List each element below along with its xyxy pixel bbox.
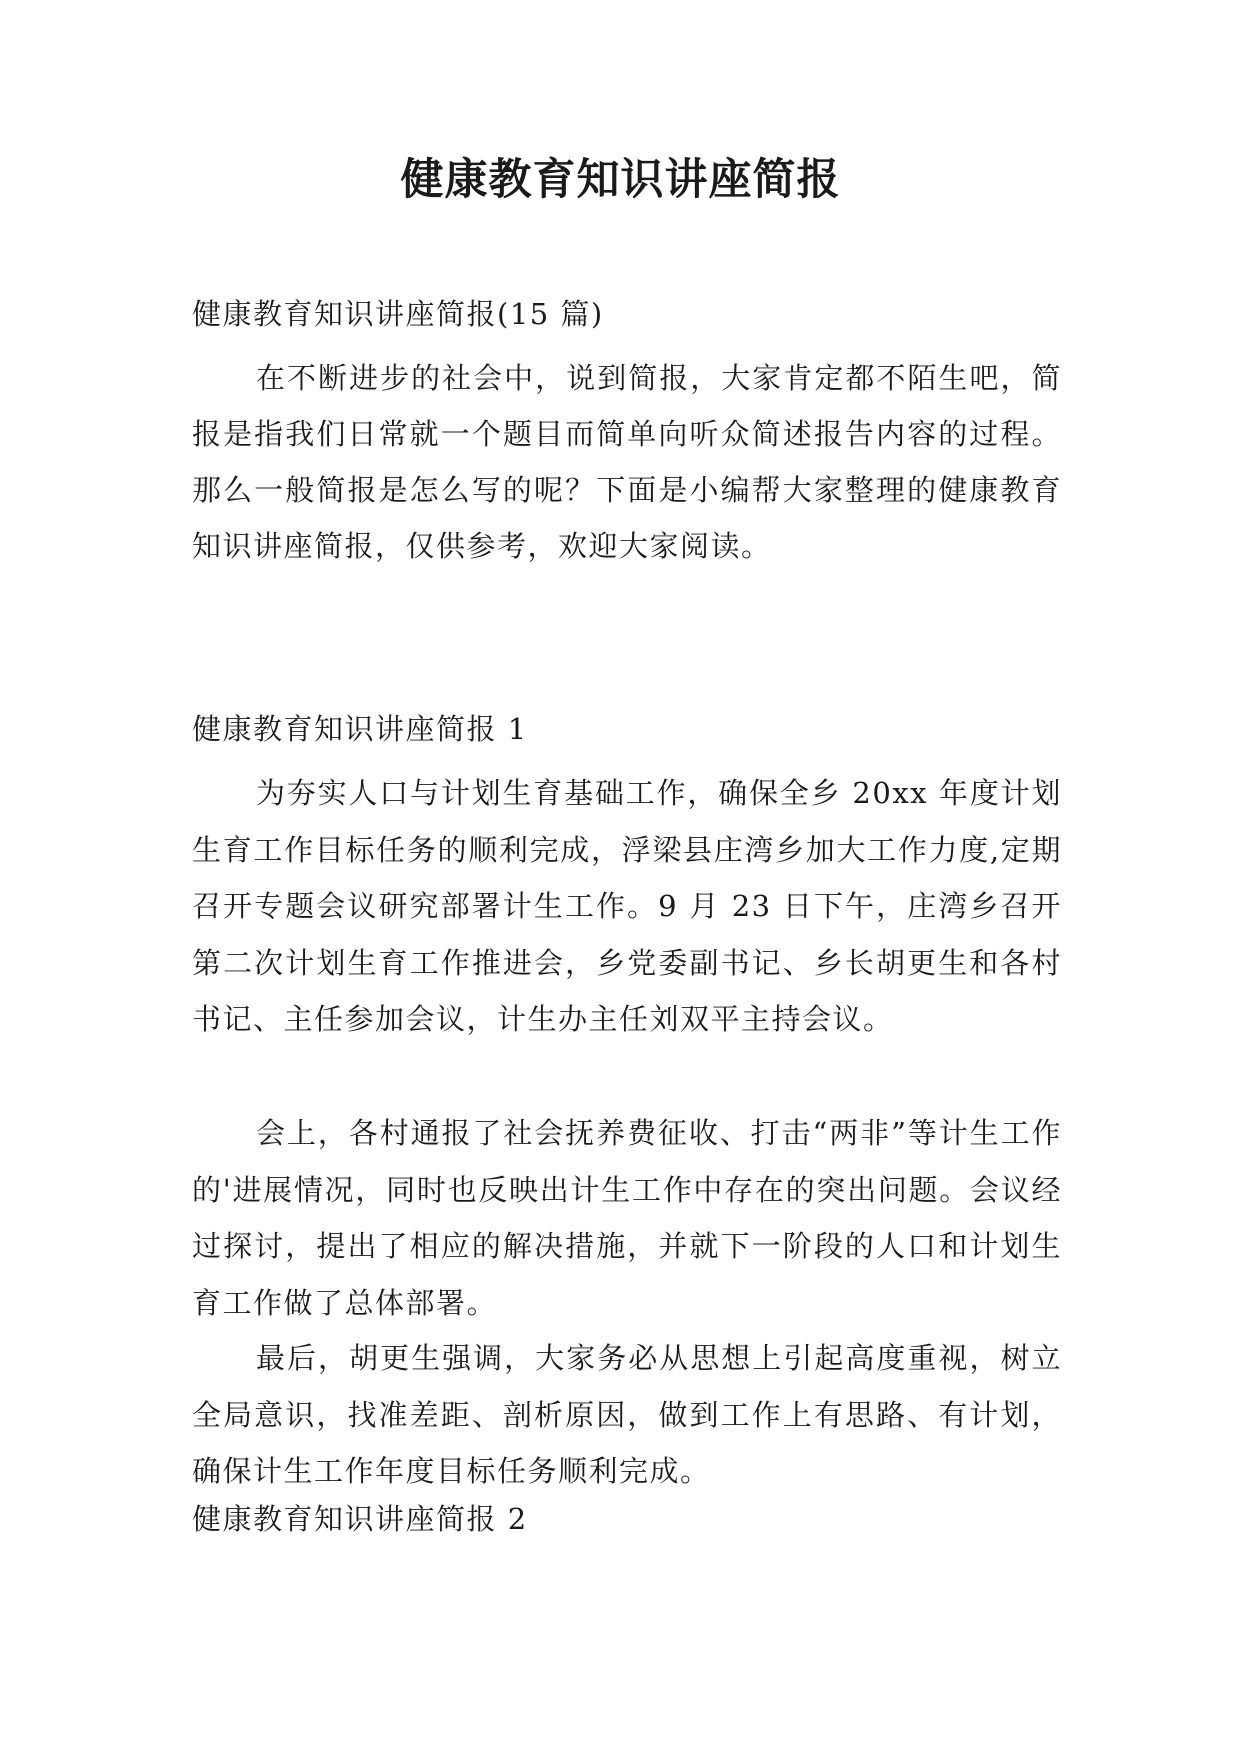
document-subtitle: 健康教育知识讲座简报(15 篇): [192, 297, 604, 331]
section-heading-2: 健康教育知识讲座简报 2: [192, 1502, 528, 1536]
section-1-paragraph-1: 为夯实人口与计划生育基础工作，确保全乡 20xx 年度计划生育工作目标任务的顺利完成，浮梁县庄湾乡加大工作力度,定期召开专题会议研究部署计生工作。9 月 23 日下午，庄湾乡召开第二次计划生育工作推进会，乡党委副书记、乡长胡更生和各村书记、主任参加会议，计生办主任刘双平主持会议。: [192, 776, 1062, 1036]
document-title: 健康教育知识讲座简报: [400, 155, 841, 205]
intro-paragraph: 在不断进步的社会中，说到简报，大家肯定都不陌生吧，简报是指我们日常就一个题目而简单向听众简述报告内容的过程。那么一般简报是怎么写的呢？下面是小编帮大家整理的健康教育知识讲座简报，仅供参考，欢迎大家阅读。: [192, 361, 1062, 563]
section-1-paragraph-3: 最后，胡更生强调，大家务必从思想上引起高度重视，树立全局意识，找准差距、剖析原因，做到工作上有思路、有计划，确保计生工作年度目标任务顺利完成。: [192, 1341, 1062, 1488]
section-1-paragraph-2: 会上，各村通报了社会抚养费征收、打击“两非”等计生工作的'进展情况，同时也反映出计生工作中存在的突出问题。会议经过探讨，提出了相应的解决措施，并就下一阶段的人口和计划生育工作做了总体部署。: [192, 1116, 1062, 1320]
section-heading-1: 健康教育知识讲座简报 1: [192, 712, 528, 746]
